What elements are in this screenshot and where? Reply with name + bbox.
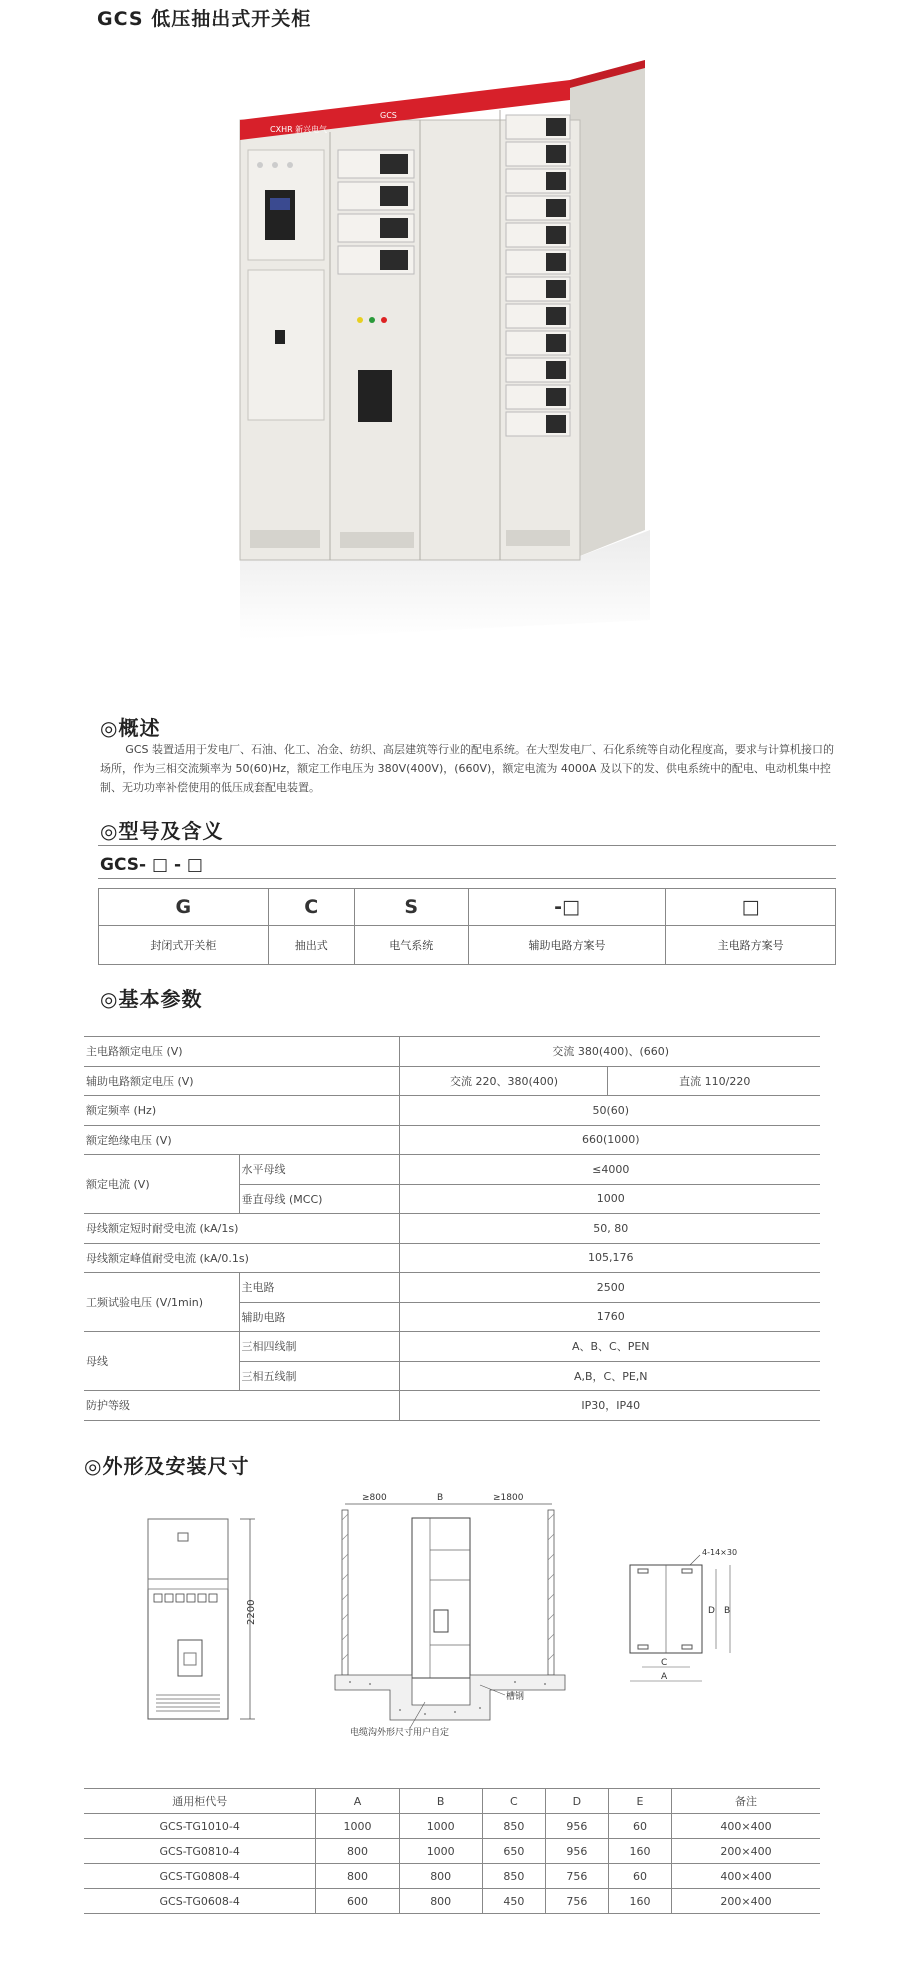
param-label: 母线额定短时耐受电流 (kA/1s) (84, 1214, 399, 1244)
params-heading: ◎基本参数 (100, 987, 203, 1011)
divider (98, 878, 836, 879)
table-cell: 800 (399, 1864, 482, 1889)
model-code-cell: G (99, 889, 269, 926)
table-row (84, 1814, 820, 1839)
column-header: 通用柜代号 (84, 1789, 316, 1814)
dim-c-label: C (661, 1658, 668, 1668)
table-row (84, 1391, 820, 1421)
param-value: A,B，C、PE,N (399, 1361, 820, 1391)
column-header: B (399, 1789, 482, 1814)
model-table (98, 888, 836, 965)
model-meaning-cell: 封闭式开关柜 (99, 926, 269, 965)
brand-mark: CXHR 新兴电气 (270, 125, 328, 134)
model-meaning-cell: 主电路方案号 (666, 926, 836, 965)
param-sublabel: 辅助电路 (239, 1302, 399, 1332)
table-header-row (84, 1789, 820, 1814)
table-row (84, 1214, 820, 1244)
model-meaning-cell: 抽出式 (268, 926, 354, 965)
table-cell: GCS-TG1010-4 (84, 1814, 316, 1839)
table-row (84, 1125, 820, 1155)
table-cell: 60 (608, 1814, 671, 1839)
param-value: A、B、C、PEN (399, 1332, 820, 1362)
table-row (84, 1864, 820, 1889)
table-cell: 800 (316, 1864, 399, 1889)
product-image (230, 60, 670, 650)
table-cell: 160 (608, 1839, 671, 1864)
param-label: 额定电流 (V) (84, 1155, 239, 1214)
table-cell: 850 (482, 1864, 545, 1889)
table-cell: 850 (482, 1814, 545, 1839)
param-value: 105,176 (399, 1243, 820, 1273)
table-cell: 1000 (316, 1814, 399, 1839)
model-code-cell: C (268, 889, 354, 926)
section-view-drawing (330, 1490, 570, 1740)
table-cell: 800 (399, 1889, 482, 1914)
model-meaning-cell: 电气系统 (354, 926, 468, 965)
model-code: GCS- □ - □ (100, 855, 203, 875)
column-header: C (482, 1789, 545, 1814)
table-row (84, 1889, 820, 1914)
height-dimension-label: 2200 (246, 1599, 257, 1625)
params-table (84, 1036, 820, 1421)
param-sublabel: 三相五线制 (239, 1361, 399, 1391)
dimensions-heading: ◎外形及安装尺寸 (84, 1454, 250, 1478)
param-label: 额定绝缘电压 (V) (84, 1125, 399, 1155)
param-label: 辅助电路额定电压 (V) (84, 1066, 399, 1096)
param-value: 50(60) (399, 1096, 820, 1126)
param-value: 直流 110/220 (607, 1066, 820, 1096)
table-cell: 756 (545, 1864, 608, 1889)
gap-left-label: ≥800 (362, 1493, 387, 1503)
table-cell: GCS-TG0810-4 (84, 1839, 316, 1864)
table-cell: GCS-TG0808-4 (84, 1864, 316, 1889)
table-row (84, 1155, 820, 1185)
page-title: GCS 低压抽出式开关柜 (97, 8, 312, 30)
hole-label: 4-14×30 (702, 1548, 738, 1557)
param-label: 主电路额定电压 (V) (84, 1037, 399, 1067)
table-row (84, 1037, 820, 1067)
param-sublabel: 三相四线制 (239, 1332, 399, 1362)
model-code-cell: S (354, 889, 468, 926)
dim-b-label: B (724, 1606, 731, 1616)
table-cell: 450 (482, 1889, 545, 1914)
table-row (84, 1096, 820, 1126)
front-view-drawing (140, 1515, 270, 1735)
table-cell: 956 (545, 1814, 608, 1839)
table-row (84, 1839, 820, 1864)
model-heading: ◎型号及含义 (100, 819, 224, 843)
table-cell: 400×400 (672, 1864, 820, 1889)
table-row (84, 1243, 820, 1273)
model-code-cell: □ (666, 889, 836, 926)
divider (98, 845, 836, 846)
param-value: 2500 (399, 1273, 820, 1303)
param-value: 660(1000) (399, 1125, 820, 1155)
column-header: 备注 (672, 1789, 820, 1814)
overview-text: GCS 装置适用于发电厂、石油、化工、冶金、纺织、高层建筑等行业的配电系统。在大型发电厂、石化系统等自动化程度高，要求与计算机接口的场所，作为三相交流频率为 50(60)Hz，额定工作电压为 380V(400V)，(660V)，额定电流为 4000A 及以下的发、供电系统中的配电、电动机集中控制、无功功率补偿使用的低压成套配电装置。 (100, 743, 834, 794)
table-cell: 60 (608, 1864, 671, 1889)
table-cell: 400×400 (672, 1814, 820, 1839)
param-label: 防护等级 (84, 1391, 399, 1421)
table-row (84, 1273, 820, 1303)
gap-right-label: ≥1800 (493, 1493, 524, 1503)
column-header: A (316, 1789, 399, 1814)
table-cell: 756 (545, 1889, 608, 1914)
model-meaning-cell: 辅助电路方案号 (468, 926, 666, 965)
param-label: 母线额定峰值耐受电流 (kA/0.1s) (84, 1243, 399, 1273)
table-row (84, 1066, 820, 1096)
param-label: 工频试验电压 (V/1min) (84, 1273, 239, 1332)
param-value: 交流 380(400)、(660) (399, 1037, 820, 1067)
dimensions-table (84, 1788, 820, 1914)
table-cell: 160 (608, 1889, 671, 1914)
param-sublabel: 主电路 (239, 1273, 399, 1303)
param-value: IP30，IP40 (399, 1391, 820, 1421)
table-row (84, 1332, 820, 1362)
param-value: 1760 (399, 1302, 820, 1332)
channel-label: 槽钢 (506, 1692, 525, 1702)
table-cell: 956 (545, 1839, 608, 1864)
column-header: D (545, 1789, 608, 1814)
table-cell: 1000 (399, 1839, 482, 1864)
overview-heading: ◎概述 (100, 716, 161, 740)
column-header: E (608, 1789, 671, 1814)
param-value: 1000 (399, 1184, 820, 1214)
table-cell: 1000 (399, 1814, 482, 1839)
param-sublabel: 垂直母线 (MCC) (239, 1184, 399, 1214)
brand-mark-gcs: GCS (380, 111, 397, 120)
model-code-cell: -□ (468, 889, 666, 926)
param-label: 额定频率 (Hz) (84, 1096, 399, 1126)
width-b-label: B (437, 1493, 444, 1503)
param-sublabel: 水平母线 (239, 1155, 399, 1185)
param-value: 50, 80 (399, 1214, 820, 1244)
table-cell: 200×400 (672, 1889, 820, 1914)
param-label: 母线 (84, 1332, 239, 1391)
cable-note-label: 电缆沟外形尺寸用户自定 (350, 1728, 450, 1738)
table-cell: 800 (316, 1839, 399, 1864)
base-plan-drawing (620, 1545, 780, 1705)
table-cell: 200×400 (672, 1839, 820, 1864)
table-cell: 650 (482, 1839, 545, 1864)
table-cell: 600 (316, 1889, 399, 1914)
dim-a-label: A (661, 1672, 668, 1682)
dim-d-label: D (708, 1606, 715, 1616)
param-value: 交流 220、380(400) (399, 1066, 607, 1096)
table-cell: GCS-TG0608-4 (84, 1889, 316, 1914)
param-value: ≤4000 (399, 1155, 820, 1185)
